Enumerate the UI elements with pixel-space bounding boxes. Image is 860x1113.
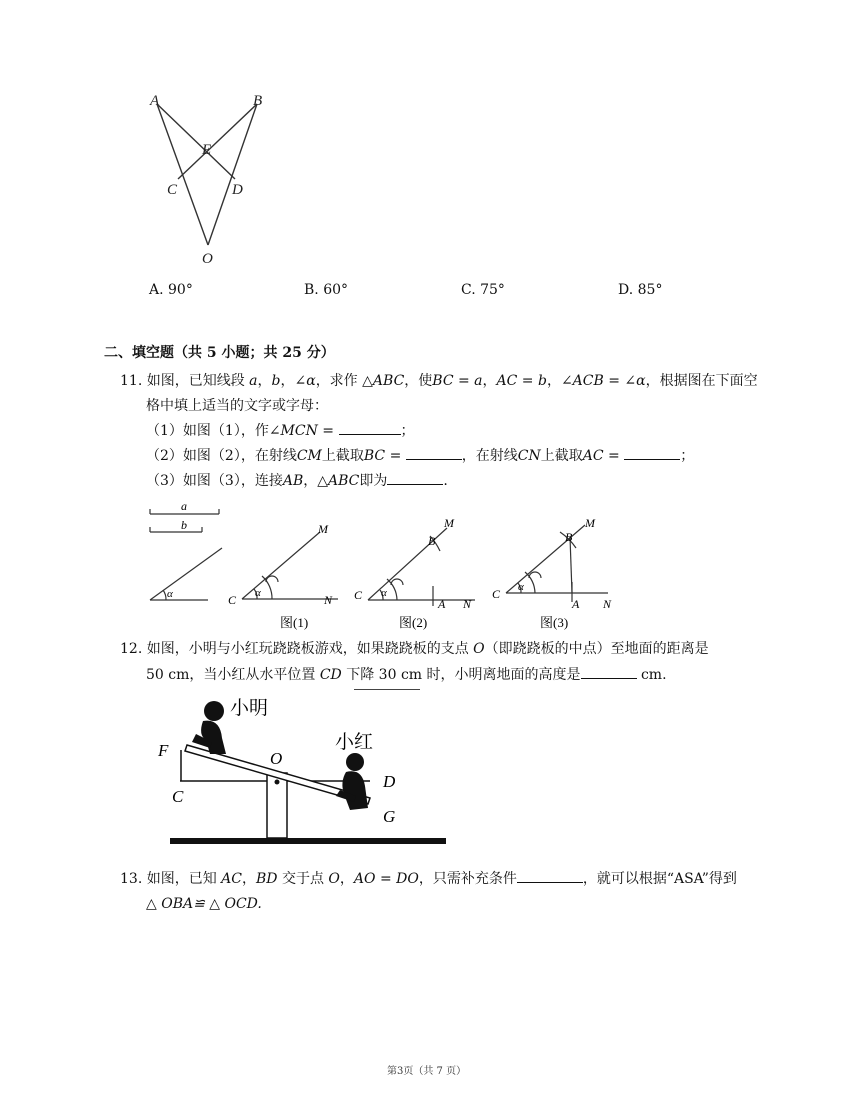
point-a-label: A (150, 93, 160, 109)
q11-tri-abc: ABC (372, 373, 405, 389)
q11-s3-abc: ABC (328, 473, 360, 489)
fig2-label-b: B (428, 534, 436, 548)
q11-s2-ac: AC = (582, 448, 625, 464)
q11-step3 (146, 470, 448, 492)
q11-sep-4: ， (546, 373, 561, 389)
q11-line1-d: ，根据图在下面空 (645, 373, 758, 389)
point-b-label: B (253, 93, 263, 109)
q11-line2: 格中填上适当的文字或字母： (146, 398, 328, 414)
answer-blank-q12[interactable] (581, 664, 637, 679)
fig3-label-b: B (565, 530, 573, 544)
q11-s3-a: （3）如图（3），连接 (146, 473, 283, 489)
label-alpha-0: α (167, 588, 173, 600)
q13-line1-a: 13. 如图，已知 (120, 871, 217, 887)
q12-line1 (120, 638, 709, 660)
fig2-label-m: M (444, 516, 454, 530)
q11-sep-1: ， (257, 373, 272, 389)
q12-line2 (146, 664, 667, 686)
answer-blank-s2-ac[interactable] (624, 445, 680, 460)
q11-cond-bc: BC = a (432, 373, 483, 389)
seesaw-label-c: C (172, 787, 184, 806)
fig2-label-alpha: α (381, 587, 387, 599)
seesaw-label-f: F (158, 741, 169, 760)
q11-s2-c: ，在射线 (461, 448, 518, 464)
q12-line2-b: 下降 30 cm 时，小明离地面的高度是 (346, 667, 581, 683)
q11-var-a: a (249, 373, 258, 389)
q11-line1 (120, 370, 758, 392)
answer-blank-s2-bc[interactable] (406, 445, 462, 460)
q11-cond-acb: ∠ACB = ∠α (560, 373, 646, 389)
fig3-label-a: A (572, 597, 580, 611)
q11-s1-b: ∠MCN = (268, 423, 339, 439)
fig3-label-n: N (603, 597, 612, 611)
section-title: 二、填空题（共 5 小题；共 25 分） (104, 345, 335, 361)
q12-var-o: O (473, 641, 485, 657)
fig1-label-c: C (228, 593, 237, 607)
fig1-caption: 图(1) (280, 615, 309, 630)
seesaw-label-d: D (383, 772, 396, 791)
q11-s2-b: 上截取 (321, 448, 364, 464)
answer-blank-q13[interactable] (517, 868, 583, 883)
q13-line1 (120, 868, 737, 890)
option-a: A. 90° (149, 282, 193, 298)
page-footer: 第3页（共 7 页） (387, 1066, 467, 1077)
q10-figure (140, 88, 280, 270)
q12-line1-a: 12. 如图，小明与小红玩跷跷板游戏，如果跷跷板的支点 (120, 641, 469, 657)
fig3-label-c: C (492, 587, 501, 601)
q11-s2-cm: CM (296, 448, 322, 464)
q11-var-b: b (271, 373, 281, 389)
answer-blank-s3[interactable] (387, 470, 443, 485)
q12-line1-b: （即跷跷板的中点）至地面的距离是 (484, 641, 709, 657)
q12-line2-c: cm. (636, 667, 667, 683)
fig2-label-a: A (438, 597, 446, 611)
q11-step1 (146, 420, 415, 442)
q13-ao-do: AO = DO (353, 871, 419, 887)
fig3-label-m: M (585, 516, 595, 530)
q11-line1-c: ，使 (404, 373, 433, 389)
fig3-label-alpha: α (518, 581, 524, 593)
label-xiaohong: 小红 (335, 732, 374, 753)
point-c-label: C (167, 182, 178, 198)
fig2-caption: 图(2) (399, 615, 428, 630)
q11-cond-ac: AC = b (496, 373, 547, 389)
q11-s1-end: ； (400, 423, 415, 439)
q11-s3-b: ，△ (303, 473, 329, 489)
fig2-label-c: C (354, 588, 363, 602)
option-b: B. 60° (304, 282, 349, 298)
point-d-label: D (232, 182, 243, 198)
q11-line1-b: ，求作 △ (315, 373, 373, 389)
seesaw-label-g: G (383, 807, 396, 826)
q12-seesaw-figure (150, 690, 470, 855)
fig1-label-n: N (324, 593, 333, 607)
option-c: C. 75° (461, 282, 505, 298)
q13-o: O (328, 871, 340, 887)
q13-line1-b: 交于点 (281, 871, 324, 887)
q11-s3-ab: AB (282, 473, 304, 489)
q13-comma: ， (242, 871, 256, 887)
point-e-label: E (202, 142, 212, 158)
q13-line1-d: ，只需补充条件 (418, 871, 517, 887)
q13-line2: △ OBA≌ △ OCD. (146, 896, 262, 912)
q11-s3-end: . (443, 473, 448, 489)
option-d: D. 85° (618, 282, 663, 298)
q11-figures (140, 496, 630, 636)
label-seg-a: a (181, 499, 187, 513)
q11-s1-a: （1）如图（1），作 (146, 423, 269, 439)
q12-line2-a: 50 cm，当小红从水平位置 (146, 667, 316, 683)
q11-line1-a: 11. 如图，已知线段 (120, 373, 245, 389)
q11-s2-a: （2）如图（2），在射线 (146, 448, 297, 464)
point-o-label: O (202, 251, 213, 267)
fig1-label-alpha: α (255, 587, 261, 599)
fig2-label-n: N (463, 597, 472, 611)
q13-line1-c: ， (339, 871, 354, 887)
q11-s2-end: ； (680, 448, 695, 464)
seesaw-label-o: O (270, 749, 283, 768)
q11-angle-alpha: ∠α (294, 373, 316, 389)
answer-blank-s1[interactable] (339, 420, 401, 435)
q11-s2-cn: CN (517, 448, 541, 464)
q11-step2 (146, 445, 694, 467)
q13-bd: BD (256, 871, 278, 887)
label-xiaoming: 小明 (230, 698, 269, 719)
q11-sep-3: ， (482, 373, 497, 389)
q13-ac: AC (221, 871, 242, 887)
q11-sep-2: ， (280, 373, 295, 389)
label-seg-b: b (181, 518, 187, 532)
q11-s3-c: 即为 (359, 473, 388, 489)
fig1-label-m: M (318, 522, 328, 536)
q11-s2-d: 上截取 (540, 448, 583, 464)
fig3-caption: 图(3) (540, 615, 569, 630)
q13-line1-e: ，就可以根据“ASA”得到 (582, 871, 737, 887)
q12-var-cd: CD (319, 667, 342, 683)
q11-s2-bc: BC = (363, 448, 406, 464)
